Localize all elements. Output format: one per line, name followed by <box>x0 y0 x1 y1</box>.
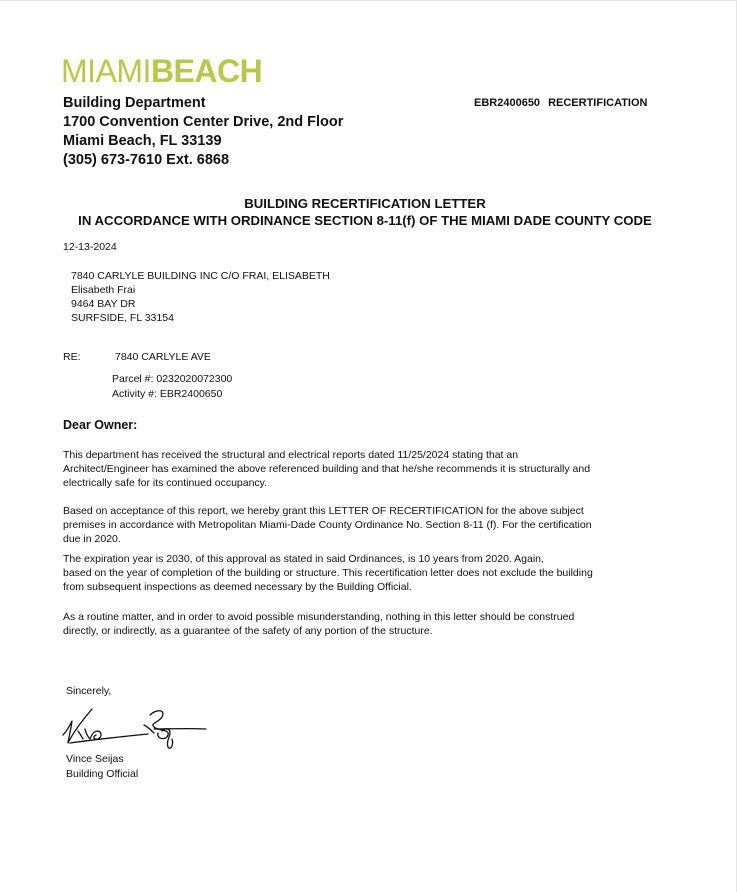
signer-title: Building Official <box>66 768 139 780</box>
logo-text-light: MIAMI <box>61 53 151 89</box>
reference-line <box>474 97 647 109</box>
department-name: Building Department <box>63 95 206 111</box>
letter-title: BUILDING RECERTIFICATION LETTER <box>244 196 486 211</box>
paragraph-line: electrically safe for its continued occupancy. <box>63 477 268 489</box>
re-label: RE: <box>63 351 81 363</box>
department-phone: (305) 673-7610 Ext. 6868 <box>63 152 230 168</box>
re-property: 7840 CARLYLE AVE <box>115 351 211 363</box>
paragraph-disclaimer <box>63 610 693 638</box>
paragraph-line: The expiration year is 2030, of this approval as stated in said Ordinances, is 10 years from 2020. Again, <box>63 553 544 565</box>
letter-date: 12-13-2024 <box>63 241 117 253</box>
activity-number: Activity #: EBR2400650 <box>112 388 223 400</box>
paragraph-line: directly, or indirectly, as a guarantee of the safety of any portion of the structure. <box>63 625 433 637</box>
paragraph-line: This department has received the structural and electrical reports dated 11/25/2024 stating that an <box>63 449 519 461</box>
paragraph-recertification-granted <box>63 504 693 546</box>
department-city: Miami Beach, FL 33139 <box>63 133 222 149</box>
handwritten-signature <box>58 701 218 753</box>
recipient-line-1: 7840 CARLYLE BUILDING INC C/O FRAI, ELISABETH <box>71 270 330 282</box>
re-details <box>112 372 232 402</box>
reference-number: EBR2400650 <box>474 97 541 109</box>
recipient-line-3: 9464 BAY DR <box>71 298 136 310</box>
paragraph-expiration <box>63 552 693 594</box>
closing-sincerely: Sincerely, <box>66 685 112 697</box>
logo-text-bold: BEACH <box>150 53 263 89</box>
paragraph-line: premises in accordance with Metropolitan Miami-Dade County Ordinance No. Section 8-11 (f). For the certification <box>63 519 592 531</box>
paragraph-line: Architect/Engineer has examined the above referenced building and that he/she recommends it is structurally and <box>63 463 591 475</box>
salutation: Dear Owner: <box>63 418 138 432</box>
paragraph-line: due in 2020. <box>63 533 121 545</box>
parcel-number: Parcel #: 0232020072300 <box>112 373 233 385</box>
paragraph-reports-received <box>63 448 693 490</box>
reference-type: RECERTIFICATION <box>548 97 648 109</box>
department-address-block <box>63 94 343 170</box>
paragraph-line: based on the year of completion of the building or structure. This recertification letter does not exclude the building <box>63 567 593 579</box>
letter-subtitle: IN ACCORDANCE WITH ORDINANCE SECTION 8-11(f) OF THE MIAMI DADE COUNTY CODE <box>78 213 652 228</box>
paragraph-line: As a routine matter, and in order to avoid possible misunderstanding, nothing in this letter should be construed <box>63 611 575 623</box>
recipient-address <box>71 269 330 325</box>
paragraph-line: Based on acceptance of this report, we hereby grant this LETTER OF RECERTIFICATION for the above subject <box>63 505 584 517</box>
recipient-line-2: Elisabeth Frai <box>71 284 136 296</box>
paragraph-line: from subsequent inspections as deemed necessary by the Building Official. <box>63 581 412 593</box>
miami-beach-logo <box>61 53 262 89</box>
department-street: 1700 Convention Center Drive, 2nd Floor <box>63 114 344 130</box>
signer-name: Vince Seijas <box>66 753 124 765</box>
recipient-line-4: SURFSIDE, FL 33154 <box>71 312 174 324</box>
signer-block <box>66 752 138 782</box>
